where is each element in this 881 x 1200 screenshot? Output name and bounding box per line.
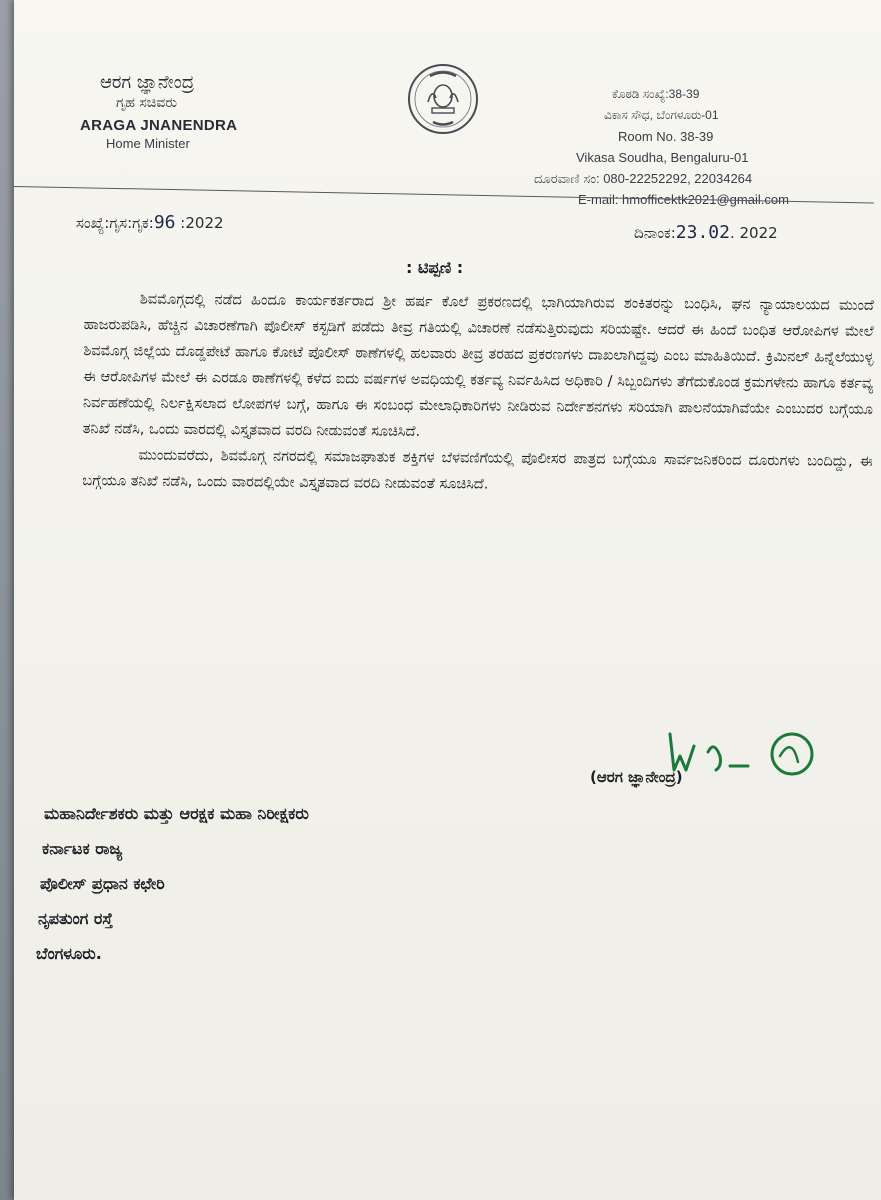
office-phone: ದೂರವಾಣಿ ಸಂ: 080-22252292, 22034264 [534, 171, 753, 186]
state-emblem-icon [406, 62, 480, 136]
note-heading: : ಟಿಪ್ಪಣಿ : [406, 258, 464, 277]
date-label: ದಿನಾಂಕ: [634, 224, 676, 242]
addressee-line-5: ಬೆಂಗಳೂರು. [36, 944, 102, 963]
minister-title-kannada: ಗೃಹ ಸಚಿವರು [116, 95, 178, 111]
office-room-kannada: ಕೊಠಡಿ ಸಂಖ್ಯೆ:38-39 [612, 87, 700, 101]
minister-name-kannada: ಆರಗ ಜ್ಞಾನೇಂದ್ರ [100, 72, 195, 93]
addressee-line-1: ಮಹಾನಿರ್ದೇಶಕರು ಮತ್ತು ಆರಕ್ಷಕ ಮಹಾ ನಿರೀಕ್ಷಕರು [44, 804, 309, 823]
letterhead-left [80, 72, 237, 151]
letter-date [634, 222, 778, 243]
office-room-english: Room No. 38-39 [618, 129, 714, 144]
letter-sheet [14, 0, 881, 1200]
minister-title-english: Home Minister [106, 136, 190, 151]
addressee-line-4: ನೃಪತುಂಗ ರಸ್ತೆ [38, 909, 113, 928]
addressee-block [36, 796, 309, 971]
date-year: . 2022 [729, 224, 778, 242]
minister-name-english: ARAGA JNANENDRA [80, 117, 238, 134]
office-building-english: Vikasa Soudha, Bengaluru-01 [576, 150, 749, 165]
letterhead-right [534, 84, 789, 210]
handwritten-signature [664, 726, 824, 784]
addressee-line-2: ಕರ್ನಾಟಕ ರಾಜ್ಯ [42, 839, 123, 858]
body-paragraph-1: ಶಿವಮೊಗ್ಗದಲ್ಲಿ ನಡೆದ ಹಿಂದೂ ಕಾರ್ಯಕರ್ತರಾದ ಶ್ರೀ ಹರ್ಷ ಕೊಲೆ ಪ್ರಕರಣದಲ್ಲಿ ಭಾಗಿಯಾಗಿರುವ ಶಂಕಿತರನ್ನು ಬಂಧಿಸಿ, ಘನ ನ್ಯಾಯಾಲಯದ ಮುಂದೆ ಹಾಜರುಪಡಿಸಿ, ಹೆಚ್ಚಿನ ವಿಚಾರಣೆಗಾಗಿ ಪೊಲೀಸ್ ಕಸ್ಟಡಿಗೆ ಪಡೆದು ತೀವ್ರ ಗತಿಯಲ್ಲಿ ವಿಚಾರಣೆ ನಡೆಸುತ್ತಿರುವುದು ಸರಿಯಷ್ಟೇ. ಆದರೆ ಈ ಹಿಂದೆ ಬಂಧಿತ ಆರೋಪಿಗಳ ಮೇಲೆ ಶಿವಮೊಗ್ಗ ಜಿಲ್ಲೆಯ ದೊಡ್ಡಪೇಟೆ ಹಾಗೂ ಕೋಟೆ ಪೊಲೀಸ್ ಠಾಣೆಗಳಲ್ಲಿ ಹಲವಾರು ತೀವ್ರ ತರಹದ ಪ್ರಕರಣಗಳು ದಾಖಲಾಗಿದ್ದವು ಎಂಬ ಮಾಹಿತಿಯಿದೆ. ಕ್ರಿಮಿನಲ್ ಹಿನ್ನೆಲೆಯುಳ್ಳ ಈ ಆರೋಪಿಗಳ ಮೇಲೆ ಈ ಎರಡೂ ಠಾಣೆಗಳಲ್ಲಿ ಕಳೆದ ಐದು ವರ್ಷಗಳ ಅವಧಿಯಲ್ಲಿ ಕರ್ತವ್ಯ ನಿರ್ವಹಿಸಿದ ಅಧಿಕಾರಿ / ಸಿಬ್ಬಂದಿಗಳು ತೆಗೆದುಕೊಂಡ ಕ್ರಮಗಳೇನು ಹಾಗೂ ಕರ್ತವ್ಯ ನಿರ್ವಹಣೆಯಲ್ಲಿ ನಿರ್ಲಕ್ಷಿಸಲಾದ ಲೋಪಗಳ ಬಗ್ಗೆ, ಹಾಗೂ ಈ ಸಂಬಂಧ ಮೇಲಾಧಿಕಾರಿಗಳು ನೀಡಿರುವ ನಿರ್ದೇಶನಗಳು ಸರಿಯಾಗಿ ಪಾಲನೆಯಾಗಿವೆಯೇ ಎಂಬುದರ ಬಗ್ಗೆಯೂ ತನಿಖೆ ನಡೆಸಿ, ಒಂದು ವಾರದಲ್ಲಿ ವಿಸ್ತೃತವಾದ ವರದಿ ನೀಡುವಂತೆ ಸೂಚಿಸಿದೆ. [82, 291, 874, 440]
date-handwritten-value: 23.02 [675, 222, 730, 243]
reference-year: :2022 [180, 214, 224, 232]
reference-number [76, 212, 224, 233]
reference-label: ಸಂಖ್ಯೆ:ಗೃಸ:ಗೃಕ: [76, 214, 154, 232]
reference-handwritten-number: 96 [153, 212, 176, 233]
addressee-line-3: ಪೊಲೀಸ್ ಪ್ರಧಾನ ಕಛೇರಿ [40, 874, 165, 893]
signatory-name: (ಆರಗ ಜ್ಞಾನೇಂದ್ರ) [590, 768, 683, 786]
office-building-kannada: ವಿಕಾಸ ಸೌಧ, ಬೆಂಗಳೂರು-01 [604, 108, 719, 122]
letter-body [82, 286, 874, 501]
body-paragraph-2: ಮುಂದುವರೆದು, ಶಿವಮೊಗ್ಗ ನಗರದಲ್ಲಿ ಸಮಾಜಘಾತುಕ ಶಕ್ತಿಗಳ ಬೆಳವಣಿಗೆಯಲ್ಲಿ ಪೊಲೀಸರ ಪಾತ್ರದ ಬಗ್ಗೆಯೂ ಸಾರ್ವಜನಿಕರಿಂದ ದೂರುಗಳು ಬಂದಿದ್ದು, ಈ ಬಗ್ಗೆಯೂ ತನಿಖೆ ನಡೆಸಿ, ಒಂದು ವಾರದಲ್ಲಿಯೇ ವಿಸ್ತೃತವಾದ ವರದಿ ನೀಡುವಂತೆ ಸೂಚಿಸಿದೆ. [82, 447, 873, 493]
office-email: E-mail: hmofficektk2021@gmail.com [578, 192, 789, 207]
